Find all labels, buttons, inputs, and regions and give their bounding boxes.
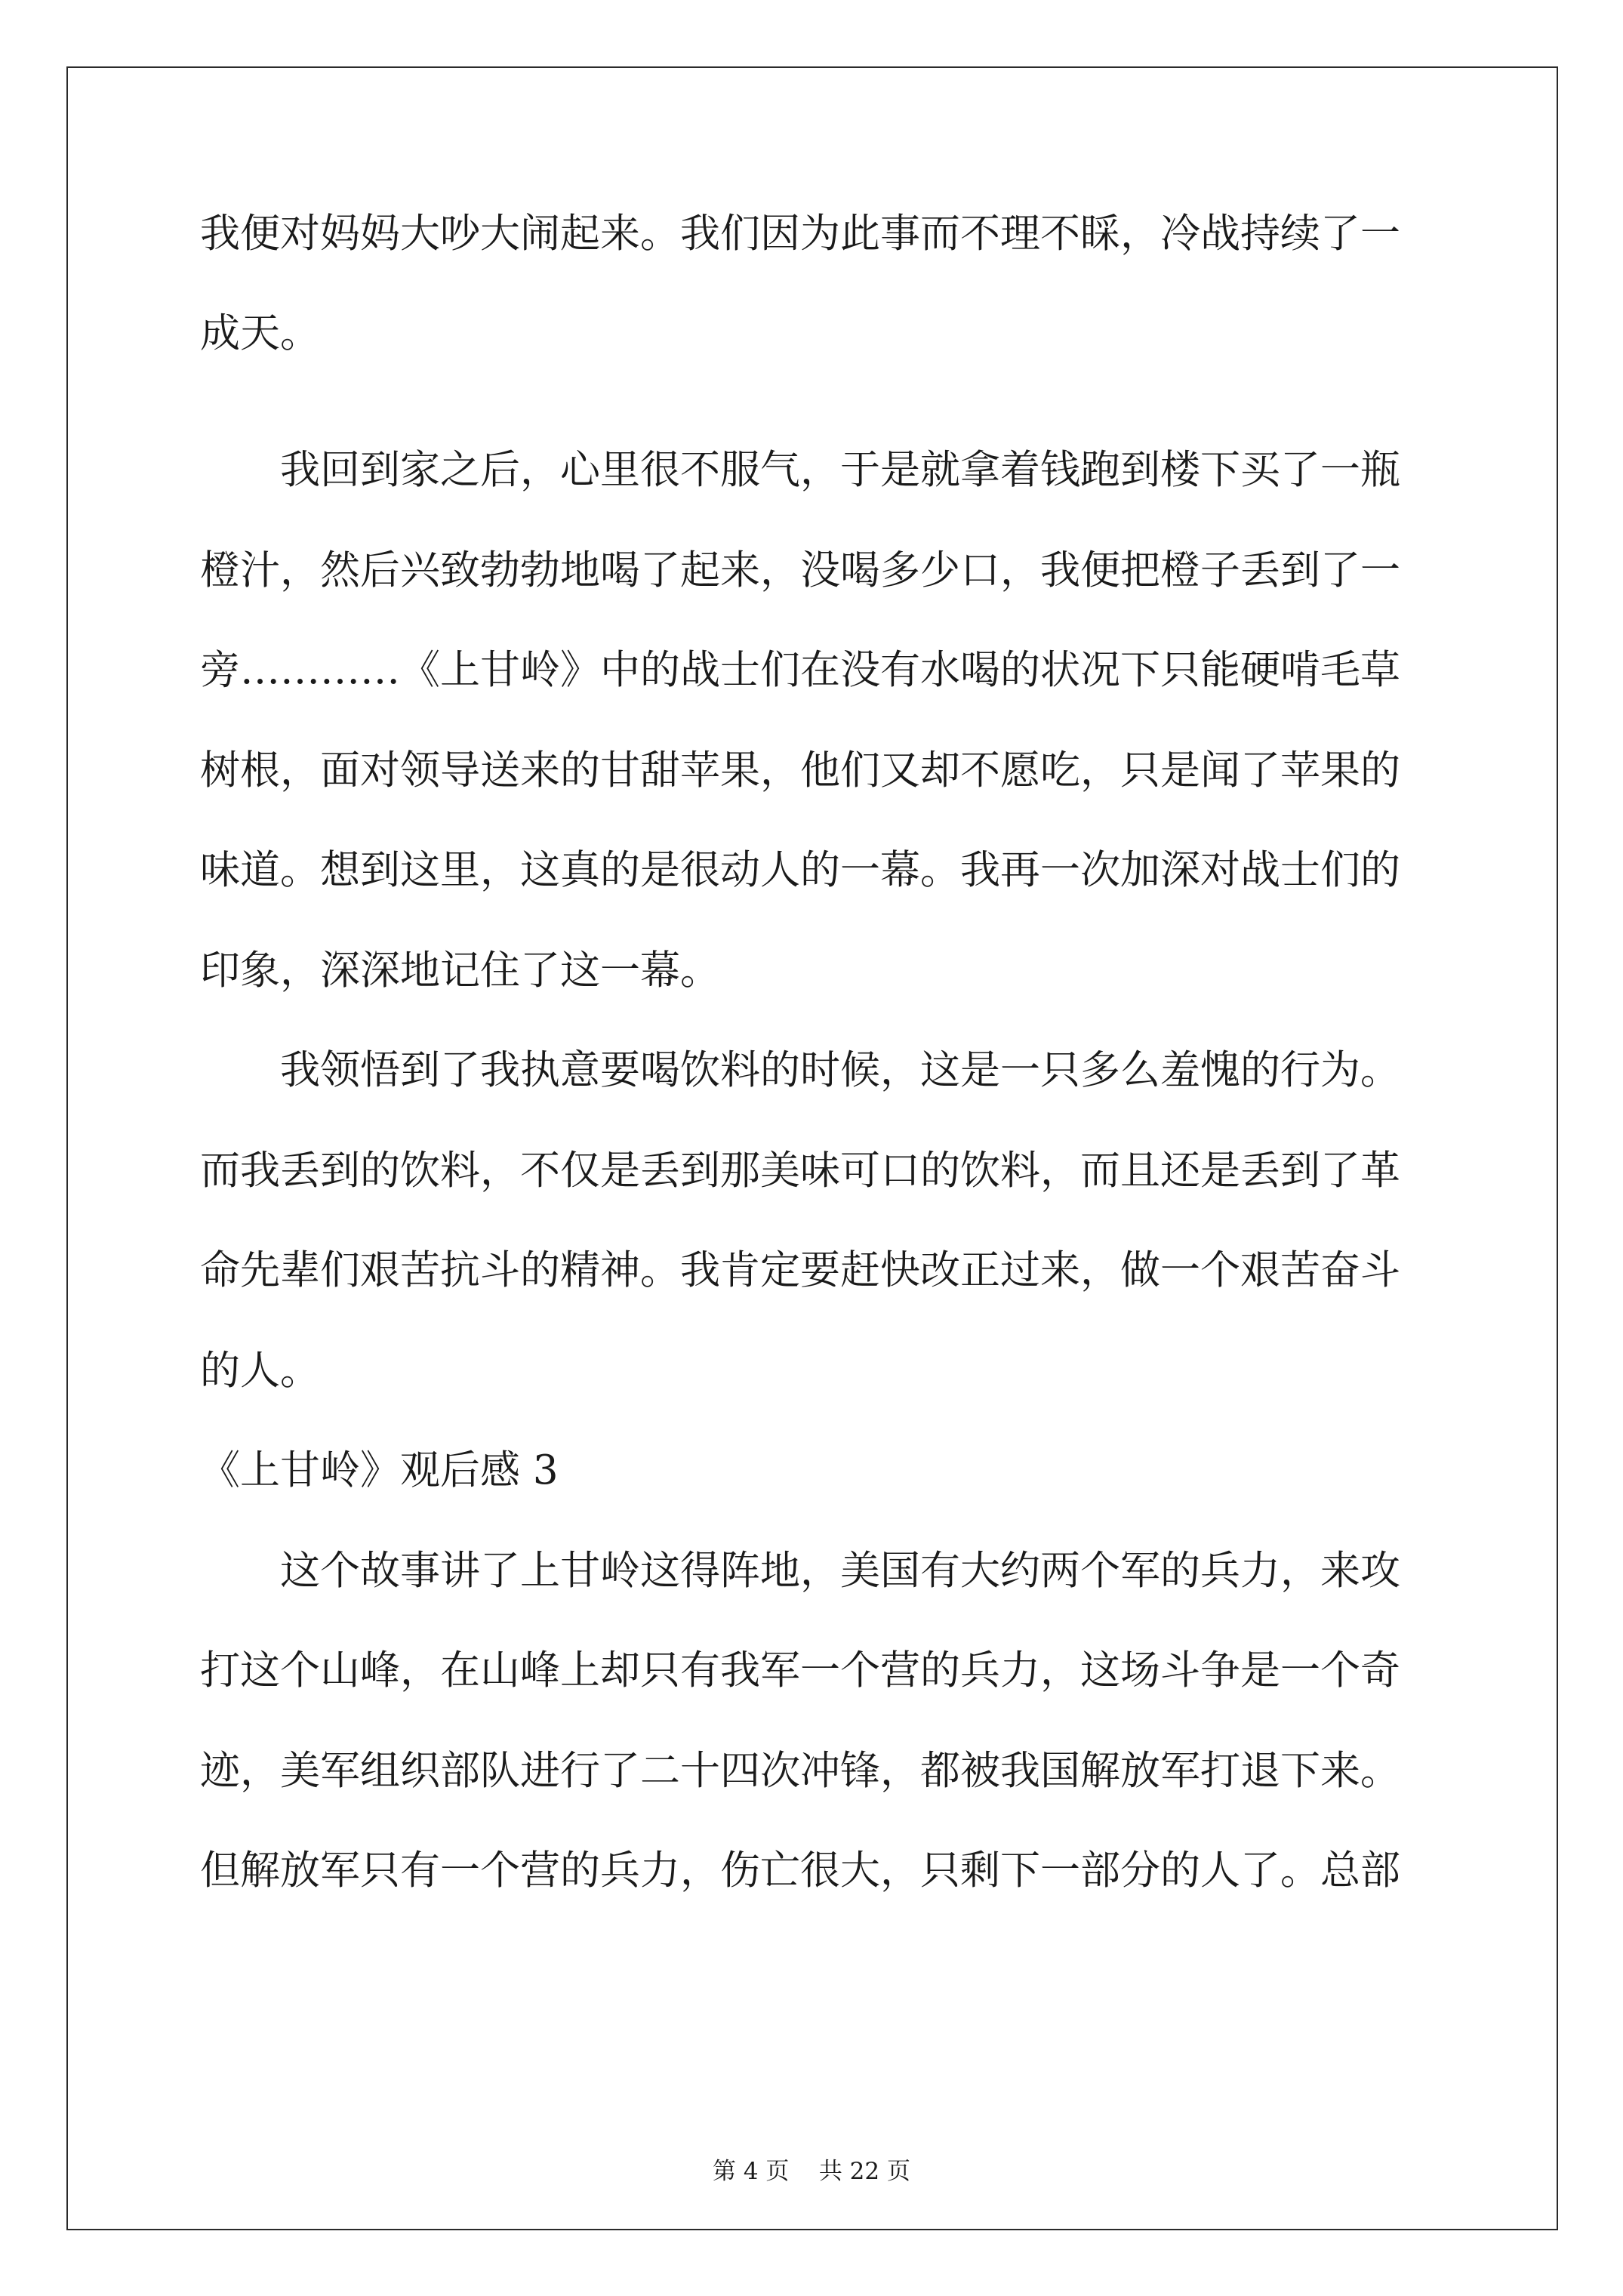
section-heading: 《上甘岭》观后感 3 bbox=[200, 1447, 559, 1493]
paragraph-line: 打这个山峰，在山峰上却只有我军一个营的兵力，这场斗争是一个奇 bbox=[200, 1647, 1400, 1693]
paragraph-line: 印象，深深地记住了这一幕。 bbox=[200, 948, 720, 994]
paragraph-line: 迹，美军组织部队进行了二十四次冲锋，都被我国解放军打退下来。 bbox=[200, 1748, 1400, 1794]
paragraph-line: 旁…………《上甘岭》中的战士们在没有水喝的状况下只能硬啃毛草 bbox=[200, 647, 1400, 693]
paragraph-line: 树根，面对领导送来的甘甜苹果，他们又却不愿吃，只是闻了苹果的 bbox=[200, 747, 1400, 794]
paragraph-line: 的人。 bbox=[200, 1348, 320, 1394]
paragraph-line: 我便对妈妈大吵大闹起来。我们因为此事而不理不睬，冷战持续了一 bbox=[200, 211, 1400, 257]
paragraph-line: 我回到家之后，心里很不服气，于是就拿着钱跑到楼下买了一瓶 bbox=[280, 447, 1400, 493]
paragraph-line: 橙汁，然后兴致勃勃地喝了起来，没喝多少口，我便把橙子丢到了一 bbox=[200, 547, 1400, 593]
paragraph-line: 成天。 bbox=[200, 310, 320, 356]
paragraph-line: 这个故事讲了上甘岭这得阵地，美国有大约两个军的兵力，来攻 bbox=[280, 1548, 1400, 1594]
paragraph-line: 而我丢到的饮料，不仅是丢到那美味可口的饮料，而且还是丢到了革 bbox=[200, 1148, 1400, 1194]
paragraph-line: 但解放军只有一个营的兵力，伤亡很大，只剩下一部分的人了。总部 bbox=[200, 1848, 1400, 1894]
paragraph-line: 命先辈们艰苦抗斗的精神。我肯定要赶快改正过来，做一个艰苦奋斗 bbox=[200, 1247, 1400, 1293]
page-footer: 第 4 页 共 22 页 bbox=[712, 2158, 910, 2185]
paragraph-line: 我领悟到了我执意要喝饮料的时候，这是一只多么羞愧的行为。 bbox=[280, 1047, 1400, 1093]
paragraph-line: 味道。想到这里，这真的是很动人的一幕。我再一次加深对战士们的 bbox=[200, 847, 1400, 893]
